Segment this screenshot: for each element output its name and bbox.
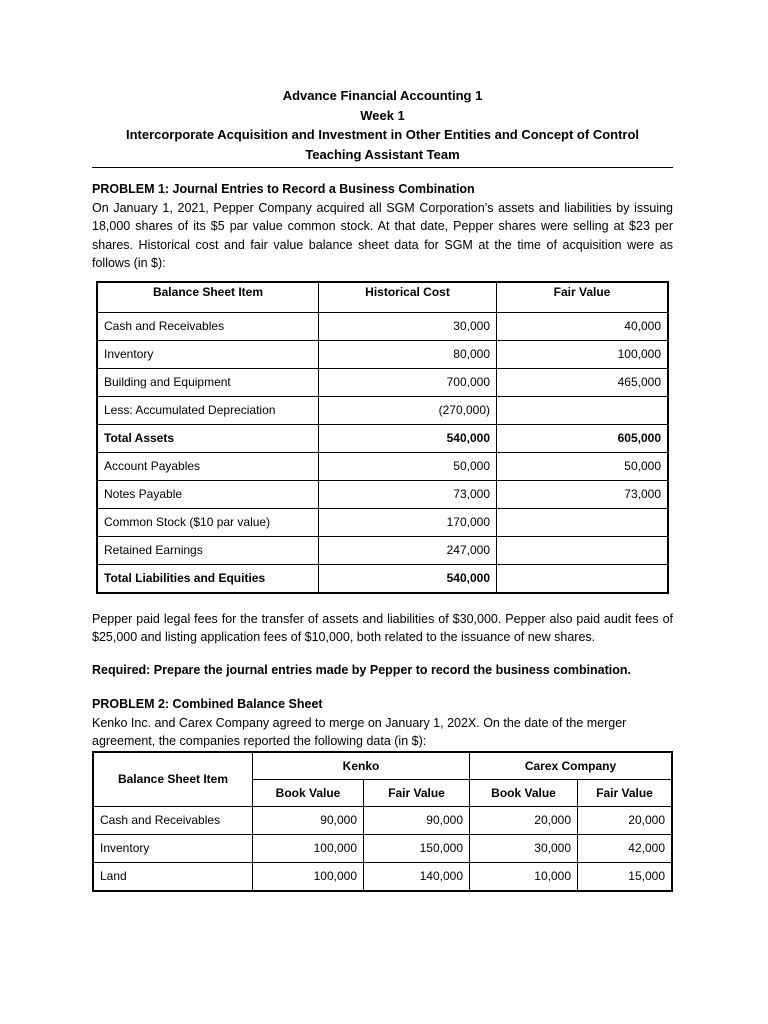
kenko-fair-cell: 150,000 <box>364 834 470 862</box>
table-row <box>97 368 668 396</box>
fair-value-cell <box>497 564 669 593</box>
historical-cost-cell: 247,000 <box>319 536 497 564</box>
problem2-intro: Kenko Inc. and Carex Company agreed to merge on January 1, 202X. On the date of the merger agreement, the companies reported the following data (in $): <box>92 715 627 748</box>
item-cell: Notes Payable <box>97 480 319 508</box>
col-header-carex-book: Book Value <box>470 779 578 806</box>
item-cell: Account Payables <box>97 452 319 480</box>
table-row <box>97 396 668 424</box>
problem1-required: Required: Prepare the journal entries made by Pepper to record the business combination. <box>92 662 632 677</box>
table-header-row <box>97 282 668 313</box>
carex-fair-cell: 42,000 <box>578 834 673 862</box>
item-cell: Land <box>93 862 253 891</box>
table-row <box>97 536 668 564</box>
historical-cost-cell: 540,000 <box>319 564 497 593</box>
table-row <box>97 564 668 593</box>
table-row <box>97 452 668 480</box>
table-row <box>93 806 672 834</box>
col-header-item: Balance Sheet Item <box>97 282 319 313</box>
table-header-row <box>93 752 672 780</box>
item-cell: Common Stock ($10 par value) <box>97 508 319 536</box>
table-row <box>97 508 668 536</box>
problem1-table <box>96 281 669 594</box>
col-group-kenko: Kenko <box>253 752 470 780</box>
table-row <box>97 424 668 452</box>
fair-value-cell: 40,000 <box>497 312 669 340</box>
table-row <box>97 480 668 508</box>
item-cell: Cash and Receivables <box>93 806 253 834</box>
item-cell: Inventory <box>93 834 253 862</box>
header-divider <box>92 167 673 168</box>
col-group-carex: Carex Company <box>470 752 673 780</box>
kenko-fair-cell: 90,000 <box>364 806 470 834</box>
historical-cost-cell: 73,000 <box>319 480 497 508</box>
kenko-book-cell: 90,000 <box>253 806 364 834</box>
fair-value-cell: 605,000 <box>497 424 669 452</box>
problem2-table <box>92 751 673 892</box>
doc-author: Teaching Assistant Team <box>305 146 460 162</box>
historical-cost-cell: 30,000 <box>319 312 497 340</box>
document-page <box>92 86 673 892</box>
problem1-fees: Pepper paid legal fees for the transfer of assets and liabilities of $30,000. Pepper also paid audit fees of $25,000 and listing application fees of $10,000, both related to the issuance of new shares. <box>92 611 673 644</box>
col-header-historical: Historical Cost <box>319 282 497 313</box>
item-cell: Less: Accumulated Depreciation <box>97 396 319 424</box>
carex-fair-cell: 20,000 <box>578 806 673 834</box>
historical-cost-cell: 700,000 <box>319 368 497 396</box>
item-cell: Cash and Receivables <box>97 312 319 340</box>
fair-value-cell: 50,000 <box>497 452 669 480</box>
kenko-book-cell: 100,000 <box>253 834 364 862</box>
fair-value-cell <box>497 396 669 424</box>
carex-book-cell: 10,000 <box>470 862 578 891</box>
fair-value-cell: 100,000 <box>497 340 669 368</box>
col-header-kenko-book: Book Value <box>253 779 364 806</box>
doc-week: Week 1 <box>360 107 405 123</box>
item-cell: Inventory <box>97 340 319 368</box>
historical-cost-cell: (270,000) <box>319 396 497 424</box>
item-cell: Total Assets <box>97 424 319 452</box>
kenko-book-cell: 100,000 <box>253 862 364 891</box>
item-cell: Building and Equipment <box>97 368 319 396</box>
item-cell: Retained Earnings <box>97 536 319 564</box>
carex-book-cell: 30,000 <box>470 834 578 862</box>
table-row <box>93 862 672 891</box>
kenko-fair-cell: 140,000 <box>364 862 470 891</box>
fair-value-cell <box>497 536 669 564</box>
fair-value-cell: 73,000 <box>497 480 669 508</box>
doc-topic: Intercorporate Acquisition and Investment in Other Entities and Concept of Control <box>125 127 640 142</box>
table-row <box>97 312 668 340</box>
col-header-kenko-fair: Fair Value <box>364 779 470 806</box>
carex-fair-cell: 15,000 <box>578 862 673 891</box>
historical-cost-cell: 50,000 <box>319 452 497 480</box>
item-cell: Total Liabilities and Equities <box>97 564 319 593</box>
historical-cost-cell: 540,000 <box>319 424 497 452</box>
col-header-carex-fair: Fair Value <box>578 779 673 806</box>
historical-cost-cell: 170,000 <box>319 508 497 536</box>
carex-book-cell: 20,000 <box>470 806 578 834</box>
historical-cost-cell: 80,000 <box>319 340 497 368</box>
problem2-title: PROBLEM 2: Combined Balance Sheet <box>92 697 323 711</box>
fair-value-cell: 465,000 <box>497 368 669 396</box>
table-row <box>93 834 672 862</box>
col-header-item: Balance Sheet Item <box>93 752 253 807</box>
problem1-title: PROBLEM 1: Journal Entries to Record a Business Combination <box>92 182 475 196</box>
table-row <box>97 340 668 368</box>
doc-title: Advance Financial Accounting 1 <box>282 88 483 103</box>
fair-value-cell <box>497 508 669 536</box>
col-header-fair: Fair Value <box>497 282 669 313</box>
problem1-intro: On January 1, 2021, Pepper Company acquired all SGM Corporation’s assets and liabilities by issuing 18,000 shares of its $5 par value common stock. At that date, Pepper shares were selling at $23 per shares. Historical cost and fair value balance sheet data for SGM at the time of acquisition were as follows (in $): <box>92 200 673 270</box>
